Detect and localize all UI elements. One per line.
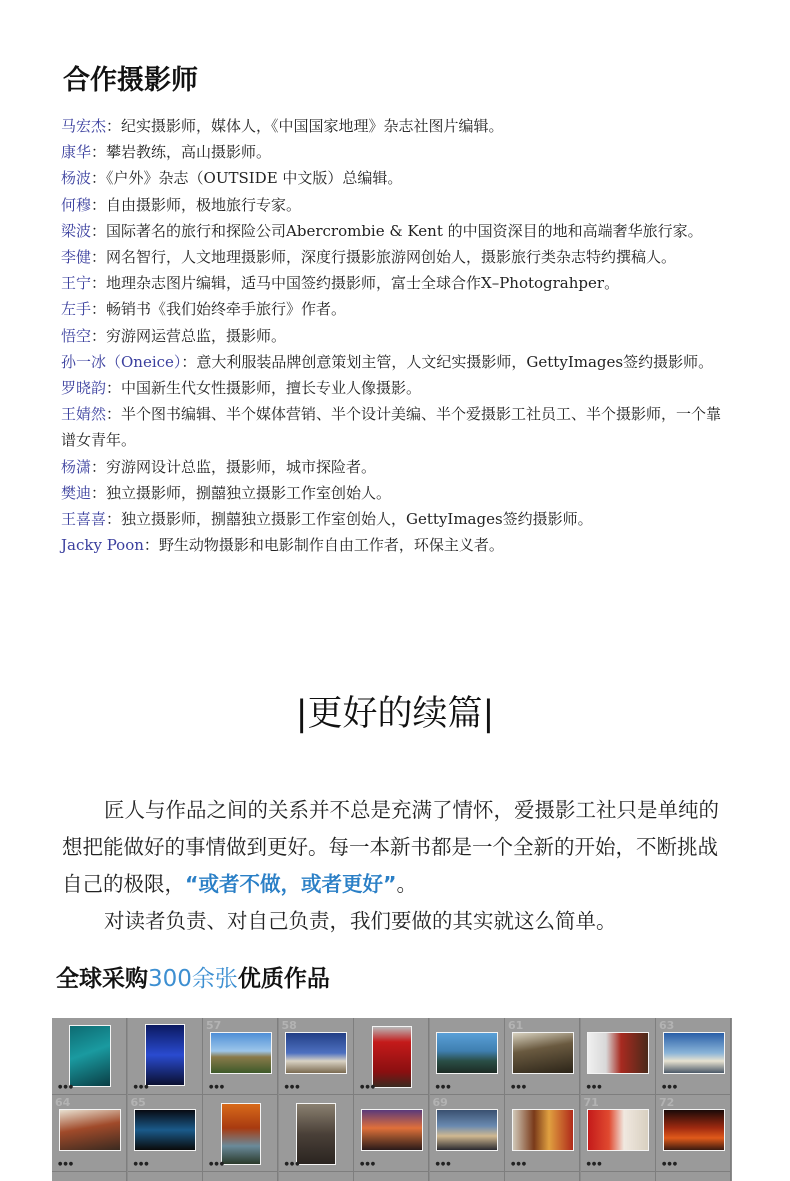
section-title: 合作摄影师	[63, 65, 198, 96]
gallery-cell	[581, 1172, 656, 1181]
photographer-name: 杨潇	[61, 457, 92, 476]
intro-quote: “或者不做，或者更好”	[185, 872, 397, 896]
rating-dots-icon: ●●●	[209, 1084, 226, 1090]
photographer-description: ：穷游网设计总监，摄影师，城市探险者。	[91, 457, 377, 476]
gallery-cell-number: 71	[583, 1096, 599, 1109]
gallery-thumbnail	[221, 1103, 261, 1165]
photographer-description: ：网名智行，人文地理摄影师，深度行摄影旅游网创始人，摄影旅行类杂志特约撰稿人。	[91, 248, 677, 267]
rating-dots-icon: ●●●	[662, 1161, 679, 1167]
photographer-description: ：独立摄影师，捌囍独立摄影工作室创始人。	[91, 483, 392, 502]
gallery-cell	[128, 1172, 203, 1181]
purchase-highlight: 300余张	[148, 966, 238, 992]
rating-dots-icon: ●●●	[209, 1161, 226, 1167]
photographer-description: ：国际著名的旅行和探险公司Abercrombie & Kent 的中国资深目的地和高端奢华旅行家。	[91, 221, 703, 240]
purchase-before: 全球采购	[56, 966, 148, 992]
gallery-cell-number: 58	[281, 1019, 297, 1032]
gallery-cell	[581, 1095, 656, 1172]
gallery-thumbnail	[587, 1109, 649, 1151]
gallery-thumbnail	[69, 1025, 111, 1087]
gallery-cell	[430, 1172, 505, 1181]
gallery-thumbnail	[134, 1109, 196, 1151]
gallery-cell	[505, 1095, 580, 1172]
photographer-description: ：自由摄影师，极地旅行专家。	[91, 195, 302, 214]
rating-dots-icon: ●●●	[133, 1161, 150, 1167]
photographer-name: 罗晓韵	[61, 379, 107, 398]
gallery-thumbnail	[512, 1109, 574, 1151]
rating-dots-icon: ●●●	[133, 1084, 150, 1090]
photographer-bio	[61, 192, 731, 218]
rating-dots-icon: ●●●	[586, 1084, 603, 1090]
photographer-description: ：纪实摄影师，媒体人，《中国国家地理》杂志社图片编辑。	[106, 117, 504, 135]
rating-dots-icon: ●●●	[58, 1161, 75, 1167]
photographer-name: 康华	[61, 143, 92, 162]
gallery-thumbnail	[285, 1032, 347, 1074]
photographer-bio	[61, 113, 731, 139]
gallery-cell-number: 69	[432, 1096, 448, 1109]
gallery-thumbnail	[210, 1032, 272, 1074]
rating-dots-icon: ●●●	[360, 1084, 377, 1090]
purchase-heading	[56, 960, 330, 993]
gallery-cell-number: 72	[659, 1096, 675, 1109]
photographer-bio	[61, 375, 731, 401]
rating-dots-icon: ●●●	[435, 1084, 452, 1090]
gallery-thumbnail	[361, 1109, 423, 1151]
photographer-bio	[61, 296, 731, 322]
gallery-cell	[430, 1095, 505, 1172]
photographer-description: ：攀岩教练，高山摄影师。	[91, 143, 272, 162]
gallery-cell	[430, 1018, 505, 1095]
photographer-name: 王宁	[61, 274, 92, 293]
photographer-bio	[61, 218, 731, 244]
gallery-thumbnail	[59, 1109, 121, 1151]
gallery-cell	[354, 1018, 429, 1095]
photographer-description: ：野生动物摄影和电影制作自由工作者，环保主义者。	[143, 536, 504, 555]
photographer-bio	[61, 454, 731, 480]
photographer-name: 王婧然	[61, 405, 107, 424]
photographer-name: 王喜喜	[61, 510, 107, 529]
gallery-thumbnail	[587, 1032, 649, 1074]
gallery-cell	[128, 1018, 203, 1095]
photographer-description: ：意大利服装品牌创意策划主管，人文纪实摄影师，GettyImages签约摄影师。	[181, 352, 714, 371]
gallery-thumbnail	[436, 1032, 498, 1074]
intro-p1-end: 。	[396, 872, 417, 896]
intro-p1-text: 匠人与作品之间的关系并不总是充满了情怀，爱摄影工社只是单纯的想把能做好的事情做到更好。每一本新书都是一个全新的开始，不断挑战自己的极限，	[62, 798, 719, 896]
gallery-thumbnail	[436, 1109, 498, 1151]
gallery-thumbnail	[372, 1026, 412, 1088]
photographer-bio	[61, 506, 731, 532]
gallery-cell	[128, 1095, 203, 1172]
photographer-bio	[61, 139, 731, 165]
intro-paragraph-1	[62, 792, 732, 903]
photographer-name: 悟空	[61, 326, 92, 345]
sequel-title: |更好的续篇|	[295, 694, 495, 734]
photographer-bio	[61, 165, 731, 191]
gallery-cell	[279, 1172, 354, 1181]
photographer-description: ：半个图书编辑、半个媒体营销、半个设计美编、半个爱摄影工社员工、半个摄影师，一个靠谱女青年。	[61, 405, 722, 450]
photographer-description: ：地理杂志图片编辑，适马中国签约摄影师，富士全球合作X–Photograhper。	[91, 274, 620, 293]
gallery-thumbnail	[512, 1032, 574, 1074]
gallery-cell	[581, 1018, 656, 1095]
photographer-description: ：穷游网运营总监，摄影师。	[91, 326, 287, 345]
gallery-cell	[279, 1018, 354, 1095]
photographer-name: 梁波	[61, 221, 92, 240]
gallery-cell	[203, 1018, 278, 1095]
gallery-cell	[656, 1095, 731, 1172]
rating-dots-icon: ●●●	[435, 1161, 452, 1167]
photographer-bio	[61, 323, 731, 349]
gallery-cell-number: 65	[130, 1096, 146, 1109]
rating-dots-icon: ●●●	[360, 1161, 377, 1167]
gallery-cell	[203, 1172, 278, 1181]
photographer-description: ：畅销书《我们始终牵手旅行》作者。	[91, 300, 347, 319]
gallery-thumbnail	[296, 1103, 336, 1165]
photographer-name: 樊迪	[61, 483, 92, 502]
rating-dots-icon: ●●●	[58, 1084, 75, 1090]
rating-dots-icon: ●●●	[511, 1084, 528, 1090]
photographer-bio	[61, 270, 731, 296]
photographer-list	[61, 113, 731, 558]
photographer-description: ：独立摄影师，捌囍独立摄影工作室创始人，GettyImages签约摄影师。	[106, 510, 593, 529]
gallery-cell	[354, 1172, 429, 1181]
photographer-bio	[61, 244, 731, 270]
gallery-cell	[203, 1095, 278, 1172]
photographer-bio	[61, 349, 731, 375]
photographer-name: 何穆	[61, 195, 92, 214]
purchase-after: 优质作品	[237, 966, 330, 992]
photographer-bio	[61, 480, 731, 506]
intro-text	[62, 792, 732, 940]
photographer-name: 杨波	[61, 169, 92, 188]
photographer-bio	[61, 401, 731, 453]
photographer-name: 李健	[61, 248, 92, 267]
photographer-name: Jacky Poon	[61, 536, 144, 555]
gallery-cell	[505, 1172, 580, 1181]
photo-gallery	[52, 1018, 732, 1181]
photographer-description: ：中国新生代女性摄影师，擅长专业人像摄影。	[106, 379, 422, 398]
gallery-cell	[279, 1095, 354, 1172]
gallery-cell-number: 63	[659, 1019, 675, 1032]
rating-dots-icon: ●●●	[662, 1084, 679, 1090]
photographer-name: 马宏杰	[61, 117, 107, 135]
gallery-cell	[52, 1018, 127, 1095]
rating-dots-icon: ●●●	[586, 1161, 603, 1167]
photographer-name: 左手	[61, 300, 92, 319]
photographer-name: 孙一冰（Oneice）	[61, 352, 182, 371]
gallery-cell	[505, 1018, 580, 1095]
gallery-cell-number: 61	[508, 1019, 524, 1032]
gallery-cell	[656, 1172, 731, 1181]
intro-paragraph-2: 对读者负责、对自己负责，我们要做的其实就这么简单。	[104, 909, 617, 933]
gallery-cell	[52, 1172, 127, 1181]
photographer-bio	[61, 532, 731, 558]
photographer-description: ：《户外》杂志（OUTSIDE 中文版）总编辑。	[91, 169, 403, 188]
gallery-cell-number: 64	[55, 1096, 71, 1109]
gallery-cell-number: 57	[206, 1019, 222, 1032]
gallery-thumbnail	[145, 1024, 185, 1086]
gallery-cell	[656, 1018, 731, 1095]
gallery-cell	[52, 1095, 127, 1172]
rating-dots-icon: ●●●	[284, 1161, 301, 1167]
gallery-thumbnail	[663, 1109, 725, 1151]
gallery-cell	[354, 1095, 429, 1172]
rating-dots-icon: ●●●	[284, 1084, 301, 1090]
gallery-thumbnail	[663, 1032, 725, 1074]
rating-dots-icon: ●●●	[511, 1161, 528, 1167]
